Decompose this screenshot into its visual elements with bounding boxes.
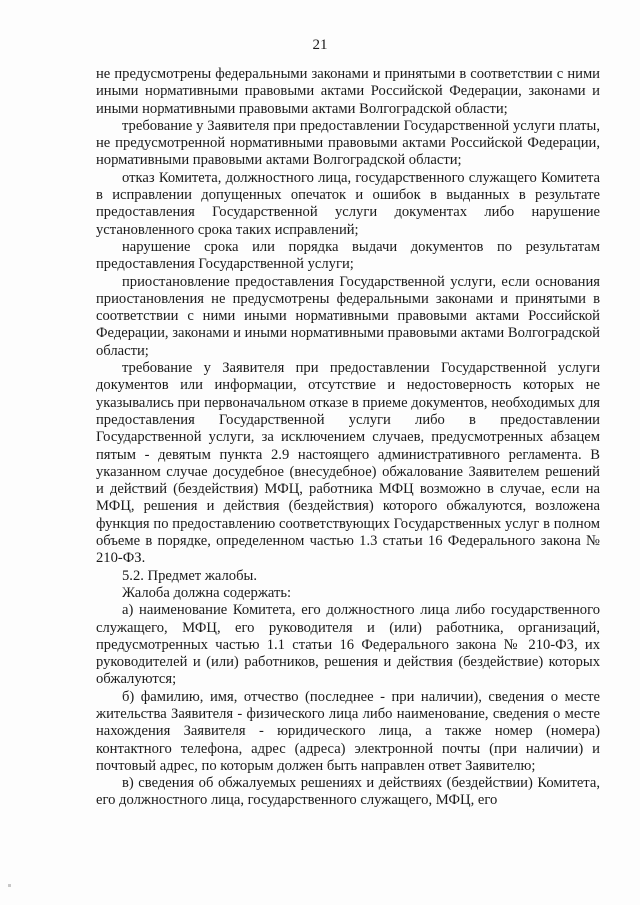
page-number: 21 bbox=[312, 37, 328, 53]
document-body bbox=[96, 66, 600, 810]
paragraph-fee-requirement: требование у Заявителя при предоставлении Государственной услуги платы, не предусмотренной нормативными правовыми актами Российской Федерации, нормативными правовыми актами Волгоградской области; bbox=[96, 117, 600, 169]
paragraph-documents-requirement: требование у Заявителя при предоставлении Государственной услуги документов или информации, отсутствие и недостоверность которых не указывались при первоначальном отказе в приеме документов, необходимых для предоставления Государственной услуги либо в предоставлении Государственной услуги, за исключением случаев, предусмотренных абзацем пятым - девятым пункта 2.9 настоящего административного регламента. В указанном случае досудебное (внесудебное) обжалование Заявителем решений и действий (бездействия) МФЦ, работника МФЦ возможно в случае, если на МФЦ, решения и действия (бездействия) которого обжалуются, возложена функция по предоставлению соответствующих Государственных услуг в полном объеме в порядке, определенном частью 1.3 статьи 16 Федерального закона № 210-ФЗ. bbox=[96, 360, 600, 567]
paragraph-continuation: не предусмотрены федеральными законами и принятыми в соответствии с ними иными нормативными правовыми актами Российской Федерации, законами и иными нормативными правовыми актами Волгоградской области; bbox=[96, 66, 600, 117]
paragraph-item-a: а) наименование Комитета, его должностного лица либо государственного служащего, МФЦ, его руководителя и (или) работника, организаций, предусмотренных частью 1.1 статьи 16 Федерального закона № 210-ФЗ, их руководителей и (или) работников, решения и действия (бездействие) которых обжалуются; bbox=[96, 602, 600, 688]
paragraph-suspension: приостановление предоставления Государственной услуги, если основания приостановления не предусмотрены федеральными законами и принятыми в соответствии с ними иными нормативными правовыми актами Российской Федерации, законами и иными нормативными правовыми актами Волгоградской области; bbox=[96, 273, 600, 359]
paragraph-item-b: б) фамилию, имя, отчество (последнее - при наличии), сведения о месте жительства Заявителя - физического лица либо наименование, сведения о месте нахождения Заявителя - юридического лица, а также номер (номера) контактного телефона, адрес (адреса) электронной почты (при наличии) и почтовый адрес, по которым должен быть направлен ответ Заявителю; bbox=[96, 688, 600, 774]
paragraph-issue-violation: нарушение срока или порядка выдачи документов по результатам предоставления Государственной услуги; bbox=[96, 238, 600, 273]
scan-edge-mark bbox=[8, 884, 11, 887]
paragraph-complaint-contents: Жалоба должна содержать: bbox=[122, 584, 292, 601]
paragraph-item-v: в) сведения об обжалуемых решениях и действиях (бездействии) Комитета, его должностного лица, государственного служащего, МФЦ, его bbox=[96, 775, 600, 809]
paragraph-correction-refusal: отказ Комитета, должностного лица, государственного служащего Комитета в исправлении допущенных опечаток и ошибок в выданных в результате предоставления Государственной услуги документах либо нарушение установленного срока таких исправлений; bbox=[96, 169, 600, 238]
section-heading-5-2: 5.2. Предмет жалобы. bbox=[122, 567, 257, 584]
